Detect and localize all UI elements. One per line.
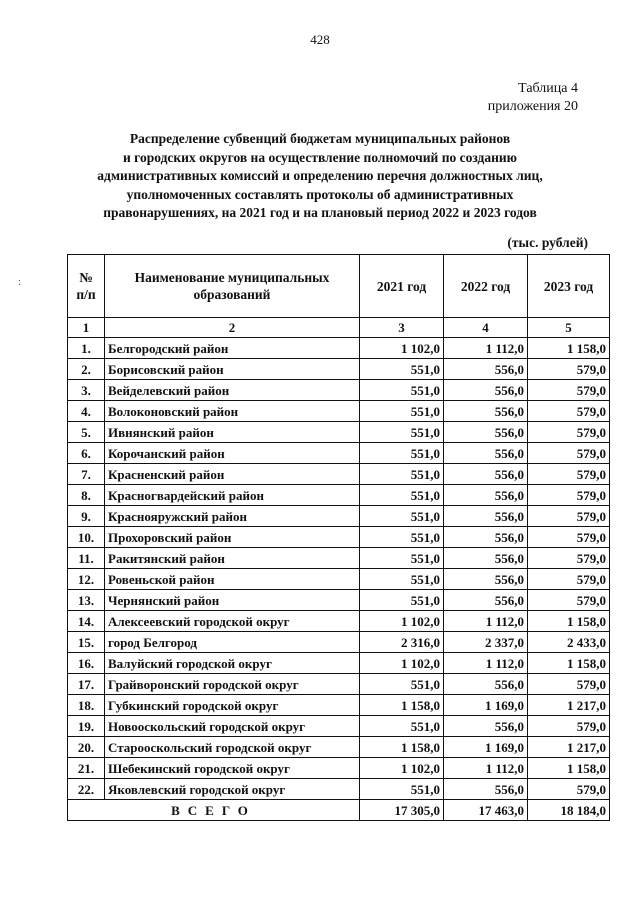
header-number bbox=[68, 255, 105, 318]
value-2021: 1 102,0 bbox=[360, 653, 444, 674]
value-2022: 556,0 bbox=[444, 716, 528, 737]
title-line5: правонарушениях, на 2021 год и на плановый период 2022 и 2023 годов bbox=[103, 205, 537, 220]
title-line1: Распределение субвенций бюджетам муниципальных районов bbox=[129, 131, 511, 146]
municipality-name: Ровеньской район bbox=[105, 569, 360, 590]
municipality-name: Новооскольский городской округ bbox=[105, 716, 360, 737]
header-2023: 2023 год bbox=[528, 255, 610, 318]
municipality-name: Прохоровский район bbox=[105, 527, 360, 548]
total-2022: 17 463,0 bbox=[444, 800, 528, 821]
value-2023: 579,0 bbox=[528, 590, 610, 611]
value-2022: 556,0 bbox=[444, 590, 528, 611]
row-number: 14. bbox=[68, 611, 105, 632]
row-number: 6. bbox=[68, 443, 105, 464]
municipality-name: Вейделевский район bbox=[105, 380, 360, 401]
header-name-line1: Наименование муниципальных bbox=[134, 270, 330, 285]
value-2021: 551,0 bbox=[360, 464, 444, 485]
value-2022: 1 112,0 bbox=[444, 611, 528, 632]
value-2022: 1 112,0 bbox=[444, 653, 528, 674]
column-number: 1 bbox=[68, 318, 105, 338]
row-number: 16. bbox=[68, 653, 105, 674]
column-number: 5 bbox=[528, 318, 610, 338]
value-2021: 551,0 bbox=[360, 422, 444, 443]
row-number: 19. bbox=[68, 716, 105, 737]
value-2022: 556,0 bbox=[444, 779, 528, 800]
row-number: 15. bbox=[68, 632, 105, 653]
value-2023: 1 217,0 bbox=[528, 737, 610, 758]
value-2023: 1 158,0 bbox=[528, 758, 610, 779]
table-row bbox=[68, 716, 610, 737]
title-line4: уполномоченных составлять протоколы об административных bbox=[126, 186, 514, 202]
value-2023: 579,0 bbox=[528, 506, 610, 527]
value-2023: 579,0 bbox=[528, 401, 610, 422]
value-2021: 551,0 bbox=[360, 380, 444, 401]
table-label bbox=[488, 80, 578, 116]
value-2021: 551,0 bbox=[360, 485, 444, 506]
table-label-line2: приложения 20 bbox=[487, 99, 578, 114]
value-2022: 556,0 bbox=[444, 401, 528, 422]
value-2022: 556,0 bbox=[444, 359, 528, 380]
table-row bbox=[68, 758, 610, 779]
row-number: 12. bbox=[68, 569, 105, 590]
value-2021: 551,0 bbox=[360, 548, 444, 569]
row-number: 21. bbox=[68, 758, 105, 779]
title-line3: административных комиссий и определению перечня должностных лиц, bbox=[97, 168, 543, 183]
header-number-line2: п/п bbox=[76, 287, 96, 302]
row-number: 20. bbox=[68, 737, 105, 758]
margin-mark: : bbox=[18, 276, 22, 288]
header-name bbox=[105, 255, 360, 318]
units-label: (тыс. рублей) bbox=[507, 235, 588, 250]
table-row bbox=[68, 611, 610, 632]
table-row bbox=[68, 590, 610, 611]
header-2022: 2022 год bbox=[444, 255, 528, 318]
table-row bbox=[68, 464, 610, 485]
value-2022: 1 112,0 bbox=[444, 338, 528, 359]
row-number: 18. bbox=[68, 695, 105, 716]
value-2022: 556,0 bbox=[444, 527, 528, 548]
table-row bbox=[68, 380, 610, 401]
row-number: 5. bbox=[68, 422, 105, 443]
value-2023: 579,0 bbox=[528, 527, 610, 548]
value-2023: 579,0 bbox=[528, 674, 610, 695]
municipality-name: Красненский район bbox=[105, 464, 360, 485]
table-row bbox=[68, 422, 610, 443]
title-line2: и городских округов на осуществление полномочий по созданию bbox=[123, 149, 517, 165]
municipality-name: город Белгород bbox=[105, 632, 360, 653]
municipality-name: Губкинский городской округ bbox=[105, 695, 360, 716]
value-2022: 556,0 bbox=[444, 674, 528, 695]
value-2023: 579,0 bbox=[528, 716, 610, 737]
value-2021: 551,0 bbox=[360, 779, 444, 800]
municipality-name: Алексеевский городской округ bbox=[105, 611, 360, 632]
municipality-name: Краснояружский район bbox=[105, 506, 360, 527]
value-2023: 579,0 bbox=[528, 485, 610, 506]
value-2021: 551,0 bbox=[360, 716, 444, 737]
table-row bbox=[68, 527, 610, 548]
value-2023: 579,0 bbox=[528, 359, 610, 380]
value-2021: 2 316,0 bbox=[360, 632, 444, 653]
value-2022: 1 169,0 bbox=[444, 695, 528, 716]
municipality-name: Белгородский район bbox=[105, 338, 360, 359]
table-row bbox=[68, 569, 610, 590]
total-2023: 18 184,0 bbox=[528, 800, 610, 821]
row-number: 13. bbox=[68, 590, 105, 611]
value-2023: 1 158,0 bbox=[528, 338, 610, 359]
value-2023: 579,0 bbox=[528, 569, 610, 590]
total-2021: 17 305,0 bbox=[360, 800, 444, 821]
municipality-name: Чернянский район bbox=[105, 590, 360, 611]
value-2022: 556,0 bbox=[444, 569, 528, 590]
value-2023: 1 158,0 bbox=[528, 611, 610, 632]
row-number: 17. bbox=[68, 674, 105, 695]
table-row bbox=[68, 674, 610, 695]
row-number: 3. bbox=[68, 380, 105, 401]
table-row bbox=[68, 443, 610, 464]
subsidy-table bbox=[67, 254, 610, 821]
municipality-name: Ракитянский район bbox=[105, 548, 360, 569]
row-number: 2. bbox=[68, 359, 105, 380]
value-2022: 556,0 bbox=[444, 422, 528, 443]
value-2021: 551,0 bbox=[360, 401, 444, 422]
value-2022: 556,0 bbox=[444, 464, 528, 485]
value-2021: 1 102,0 bbox=[360, 611, 444, 632]
value-2023: 1 158,0 bbox=[528, 653, 610, 674]
value-2021: 551,0 bbox=[360, 674, 444, 695]
municipality-name: Волоконовский район bbox=[105, 401, 360, 422]
municipality-name: Грайворонский городской округ bbox=[105, 674, 360, 695]
header-row bbox=[68, 255, 610, 318]
row-number: 9. bbox=[68, 506, 105, 527]
row-number: 1. bbox=[68, 338, 105, 359]
table-row bbox=[68, 359, 610, 380]
table-row bbox=[68, 401, 610, 422]
value-2023: 579,0 bbox=[528, 779, 610, 800]
municipality-name: Старооскольский городской округ bbox=[105, 737, 360, 758]
value-2021: 1 158,0 bbox=[360, 737, 444, 758]
value-2022: 1 112,0 bbox=[444, 758, 528, 779]
row-number: 10. bbox=[68, 527, 105, 548]
row-number: 8. bbox=[68, 485, 105, 506]
value-2023: 579,0 bbox=[528, 380, 610, 401]
header-number-line1: № bbox=[79, 270, 93, 285]
municipality-name: Ивнянский район bbox=[105, 422, 360, 443]
table-row bbox=[68, 695, 610, 716]
value-2022: 556,0 bbox=[444, 443, 528, 464]
value-2022: 556,0 bbox=[444, 380, 528, 401]
municipality-name: Шебекинский городской округ bbox=[105, 758, 360, 779]
total-row bbox=[68, 800, 610, 821]
municipality-name: Красногвардейский район bbox=[105, 485, 360, 506]
table-row bbox=[68, 653, 610, 674]
value-2022: 556,0 bbox=[444, 506, 528, 527]
value-2021: 1 158,0 bbox=[360, 695, 444, 716]
municipality-name: Корочанский район bbox=[105, 443, 360, 464]
header-name-line2: образований bbox=[193, 287, 271, 302]
municipality-name: Борисовский район bbox=[105, 359, 360, 380]
value-2021: 551,0 bbox=[360, 506, 444, 527]
row-number: 11. bbox=[68, 548, 105, 569]
value-2022: 556,0 bbox=[444, 485, 528, 506]
column-number: 4 bbox=[444, 318, 528, 338]
value-2021: 551,0 bbox=[360, 590, 444, 611]
value-2023: 2 433,0 bbox=[528, 632, 610, 653]
row-number: 22. bbox=[68, 779, 105, 800]
value-2021: 551,0 bbox=[360, 359, 444, 380]
table-row bbox=[68, 779, 610, 800]
page-number: 428 bbox=[310, 32, 330, 47]
document-title bbox=[60, 130, 580, 223]
table-row bbox=[68, 737, 610, 758]
value-2021: 1 102,0 bbox=[360, 338, 444, 359]
row-number: 4. bbox=[68, 401, 105, 422]
value-2021: 1 102,0 bbox=[360, 758, 444, 779]
municipality-name: Валуйский городской округ bbox=[105, 653, 360, 674]
row-number: 7. bbox=[68, 464, 105, 485]
table-row bbox=[68, 485, 610, 506]
municipality-name: Яковлевский городской округ bbox=[105, 779, 360, 800]
value-2022: 2 337,0 bbox=[444, 632, 528, 653]
value-2021: 551,0 bbox=[360, 527, 444, 548]
value-2023: 579,0 bbox=[528, 464, 610, 485]
column-number: 2 bbox=[105, 318, 360, 338]
column-number-row bbox=[68, 318, 610, 338]
value-2021: 551,0 bbox=[360, 443, 444, 464]
table-label-line1: Таблица 4 bbox=[518, 81, 578, 96]
value-2023: 1 217,0 bbox=[528, 695, 610, 716]
header-2021: 2021 год bbox=[360, 255, 444, 318]
table-row bbox=[68, 632, 610, 653]
value-2023: 579,0 bbox=[528, 443, 610, 464]
value-2022: 556,0 bbox=[444, 548, 528, 569]
table-row bbox=[68, 506, 610, 527]
table-row bbox=[68, 548, 610, 569]
table-row bbox=[68, 338, 610, 359]
value-2023: 579,0 bbox=[528, 422, 610, 443]
value-2023: 579,0 bbox=[528, 548, 610, 569]
value-2021: 551,0 bbox=[360, 569, 444, 590]
column-number: 3 bbox=[360, 318, 444, 338]
value-2022: 1 169,0 bbox=[444, 737, 528, 758]
total-label: ВСЕГО bbox=[68, 800, 360, 821]
